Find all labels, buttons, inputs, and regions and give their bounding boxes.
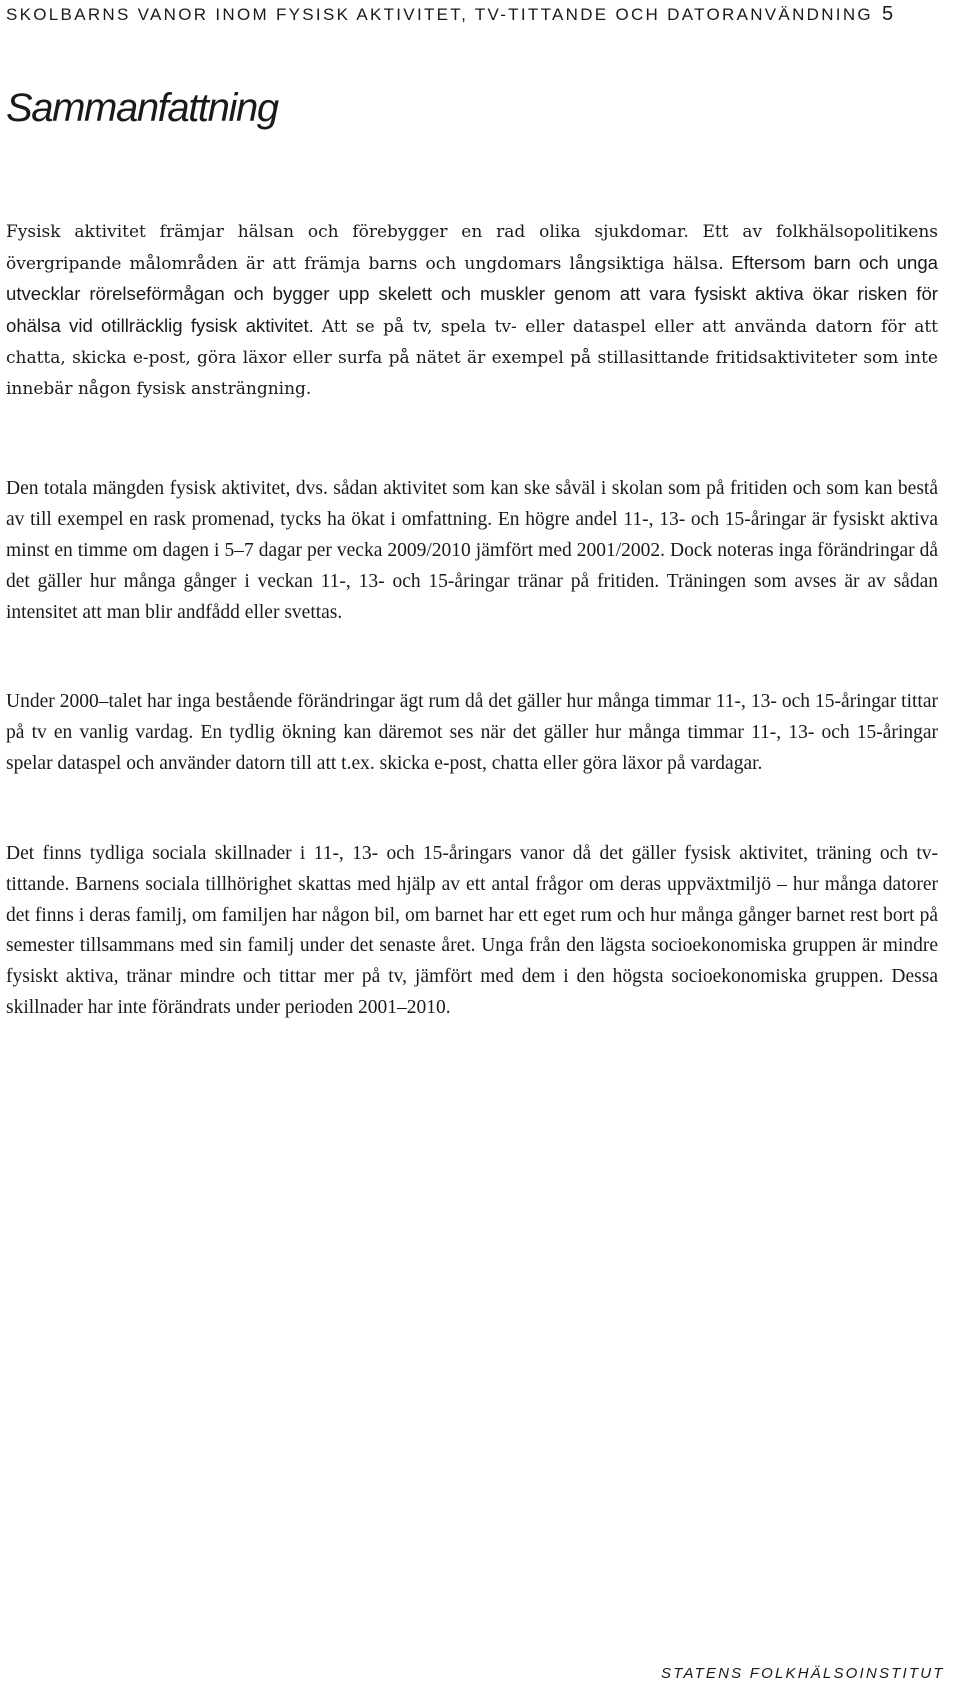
summary-paragraph-4: Det finns tydliga sociala skillnader i 11-, 13- och 15-åringars vanor då det gäller fysisk aktivitet, träning och tv-tittande. Barnens sociala tillhörighet skattas med hjälp av ett antal frågor om deras uppväxtmiljö – hur många datorer det finns i deras familj, om familjen har någon bil, om barnet har ett eget rum och hur många gånger barnet rest bort på semester tillsammans med sin familj under det senaste året. Unga från den lägsta socioekonomiska gruppen är mindre fysiskt aktiva, tränar mindre och tittar mer på tv, jämfört med dem i den högsta socioekonomiska gruppen. Dessa skillnader har inte förändrats under perioden 2001–2010.	[6, 843, 938, 1018]
summary-paragraph-1	[6, 217, 938, 404]
running-header-title: SKOLBARNS VANOR INOM FYSISK AKTIVITET, TV-TITTANDE OCH DATORANVÄNDNING	[6, 5, 873, 24]
summary-paragraph-3: Under 2000–talet har inga bestående förändringar ägt rum då det gäller hur många timmar 11-, 13- och 15-åringar tittar på tv en vanlig vardag. En tydlig ökning kan däremot ses när det gäller hur många timmar 11-, 13- och 15-åringar spelar dataspel och använder datorn till att t.ex. skicka e-post, chatta eller göra läxor på vardagar.	[6, 691, 938, 774]
running-header	[6, 3, 893, 26]
section-title: Sammanfattning	[6, 86, 278, 130]
running-footer: STATENS FOLKHÄLSOINSTITUT	[661, 1665, 945, 1682]
page-number: 5	[881, 3, 894, 25]
paragraph-1-segment-2: Eftersom barn och unga utvecklar rörelseförmågan och bygger upp skelett och muskler genom att vara fysiskt aktiva ökar risken för ohälsa vid otillräcklig fysisk aktivitet.	[6, 251, 939, 337]
paragraph-1-segment-1: Fysisk aktivitet främjar hälsan och förebygger en rad olika sjukdomar. Ett av folkhälsopolitikens övergripande målområden är att främja barns och ungdomars långsiktiga hälsa.	[6, 222, 938, 274]
summary-paragraph-2: Den totala mängden fysisk aktivitet, dvs. sådan aktivitet som kan ske såväl i skolan som på fritiden och som kan bestå av till exempel en rask promenad, tycks ha ökat i omfattning. En högre andel 11-, 13- och 15-åringar är fysiskt aktiva minst en timme om dagen i 5–7 dagar per vecka 2009/2010 jämfört med 2001/2002. Dock noteras inga förändringar då det gäller hur många gånger i veckan 11-, 13- och 15-åringar tränar på fritiden. Träningen som avses är av sådan intensitet att man blir andfådd eller svettas.	[6, 478, 938, 623]
paragraph-1-segment-3: Att se på tv, spela tv- eller dataspel eller att använda datorn för att chatta, skicka e-post, göra läxor eller surfa på nätet är exempel på stillasittande fritidsaktiviteter som inte innebär någon fysisk ansträngning.	[6, 317, 938, 399]
